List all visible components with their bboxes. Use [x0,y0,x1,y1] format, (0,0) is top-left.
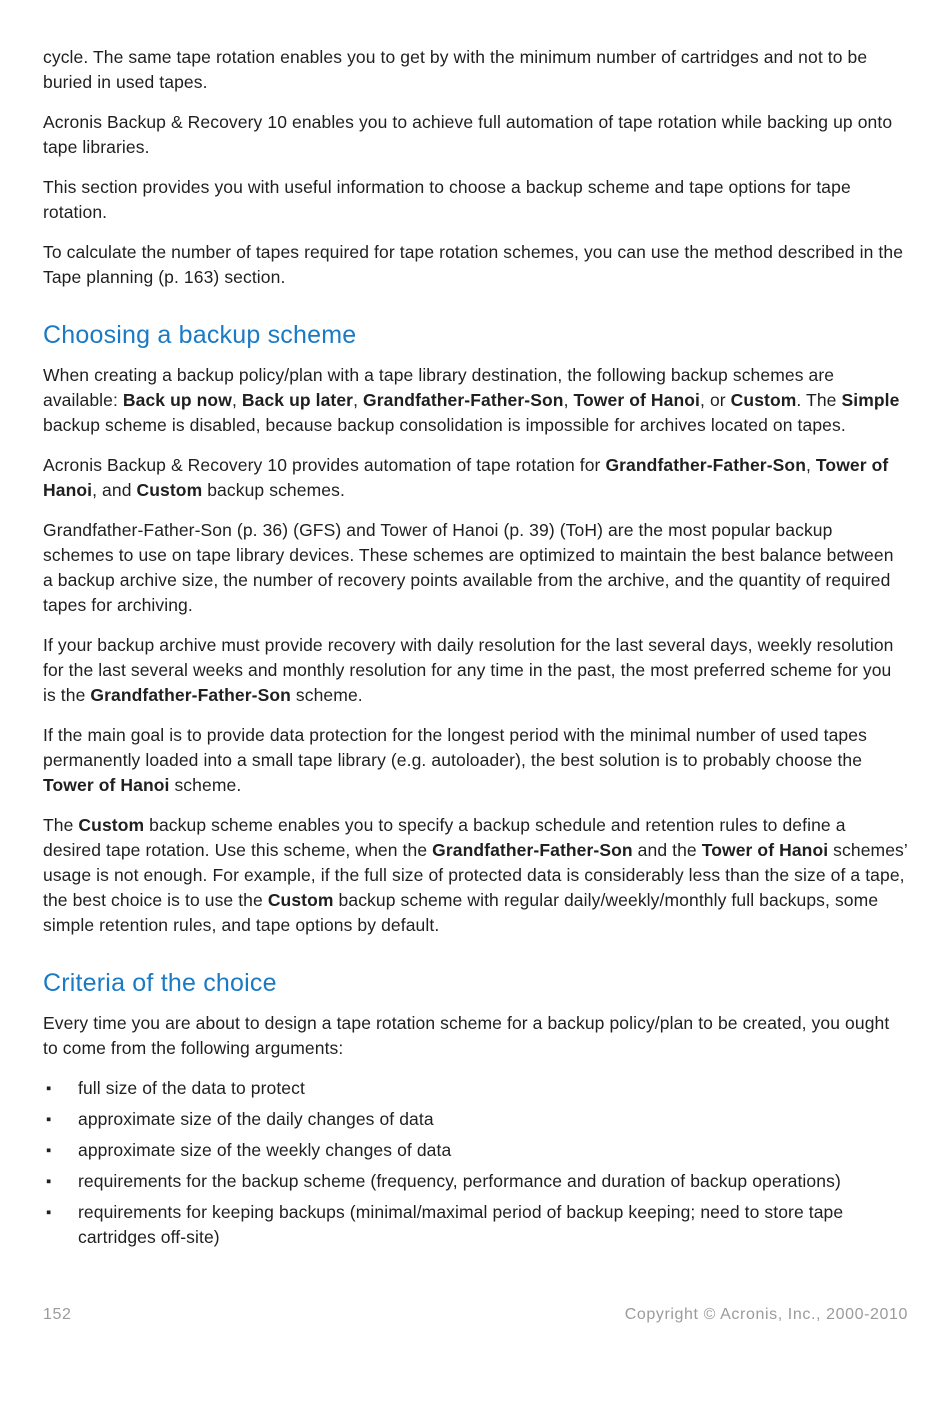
text-run: , [353,390,364,410]
square-bullet-icon: ▪ [46,1080,52,1097]
list-item-text: approximate size of the daily changes of data [78,1109,434,1129]
text-run: When creating a backup policy/plan with a tape library destination, the following backup schemes are available: [43,365,835,410]
text-run: The [43,815,79,835]
section-heading: Choosing a backup scheme [43,321,357,349]
bold-term: Tower of Hanoi [701,840,829,860]
list-item-text: requirements for the backup scheme (frequency, performance and duration of backup operations) [78,1171,841,1191]
paragraph [43,45,908,95]
text-run: backup scheme with regular daily/weekly/monthly full backups, some simple retention rules, and tape options by default. [43,890,879,935]
paragraph [43,363,908,438]
page-footer [43,1306,908,1324]
bold-term: Tower of Hanoi [43,455,889,500]
list-item-text: approximate size of the weekly changes of data [78,1140,452,1160]
square-bullet-icon: ▪ [46,1204,52,1221]
paragraph [43,518,908,618]
bold-term: Tower of Hanoi [573,390,701,410]
bold-term: Back up now [122,390,232,410]
page-number: 152 [43,1306,72,1323]
square-bullet-icon: ▪ [46,1173,52,1190]
bold-term: Grandfather-Father-Son [363,390,564,410]
text-run: , [231,390,242,410]
bold-term: Custom [78,815,145,835]
text-run: schemes’ usage is not enough. For example, if the full size of protected data is considerably less than the size of a tape, the best choice is to use the [43,840,908,910]
paragraph [43,453,908,503]
list-item [43,1076,908,1101]
list-item [43,1169,908,1194]
copyright-text: Copyright © Acronis, Inc., 2000-2010 [624,1306,908,1323]
section-heading: Criteria of the choice [43,969,277,997]
square-bullet-icon: ▪ [46,1142,52,1159]
paragraph [43,110,908,160]
bold-term: Grandfather-Father-Son [605,455,806,475]
text-run: . The [796,390,842,410]
bold-term: Grandfather-Father-Son [432,840,633,860]
bold-term: Custom [136,480,203,500]
list-item [43,1200,908,1250]
text-run: Grandfather-Father-Son (p. 36) (GFS) and Tower of Hanoi (p. 39) (ToH) are the most popular backup schemes to use on tape library devices. These schemes are optimized to maintain the best balance between a backup archive size, the number of recovery points available from the archive, and the quantity of required tapes for archiving. [43,520,894,615]
bullet-list [43,1076,908,1250]
bold-term: Custom [267,890,334,910]
list-item-text: full size of the data to protect [78,1078,305,1098]
text-run: and the [632,840,702,860]
paragraph [43,175,908,225]
paragraph [43,240,908,290]
paragraph [43,633,908,708]
bold-term: Grandfather-Father-Son [90,685,291,705]
text-run: To calculate the number of tapes required for tape rotation schemes, you can use the method described in the Tape planning (p. 163) section. [43,242,904,287]
text-run: If your backup archive must provide recovery with daily resolution for the last several days, weekly resolution for the last several weeks and monthly resolution for any time in the past, the most preferred scheme for you is the [43,635,894,705]
text-run: If the main goal is to provide data protection for the longest period with the minimal number of used tapes permanently loaded into a small tape library (e.g. autoloader), the best solution is to probably choose the [43,725,867,770]
text-run: This section provides you with useful information to choose a backup scheme and tape options for tape rotation. [43,177,851,222]
text-run: , [805,455,816,475]
text-run: scheme. [169,775,242,795]
document-content [43,45,908,1250]
paragraph [43,723,908,798]
text-run: backup schemes. [202,480,345,500]
bold-term: Simple [841,390,900,410]
text-run: Acronis Backup & Recovery 10 enables you to achieve full automation of tape rotation while backing up onto tape libraries. [43,112,893,157]
bold-term: Back up later [241,390,354,410]
list-item [43,1107,908,1132]
text-run: backup scheme is disabled, because backup consolidation is impossible for archives located on tapes. [43,415,846,435]
text-run: , or [700,390,731,410]
text-run: , [563,390,574,410]
paragraph [43,813,908,938]
square-bullet-icon: ▪ [46,1111,52,1128]
text-run: Acronis Backup & Recovery 10 provides automation of tape rotation for [43,455,606,475]
list-item-text: requirements for keeping backups (minimal/maximal period of backup keeping; need to store tape cartridges off-site) [78,1202,844,1247]
text-run: , and [92,480,137,500]
bold-term: Tower of Hanoi [43,775,170,795]
list-item [43,1138,908,1163]
text-run: scheme. [290,685,363,705]
text-run: Every time you are about to design a tape rotation scheme for a backup policy/plan to be created, you ought to come from the following arguments: [43,1013,890,1058]
paragraph [43,1011,908,1061]
text-run: cycle. The same tape rotation enables you to get by with the minimum number of cartridges and not to be buried in used tapes. [43,47,868,92]
text-run: backup scheme enables you to specify a backup schedule and retention rules to define a desired tape rotation. Use this scheme, when the [43,815,846,860]
bold-term: Custom [730,390,797,410]
